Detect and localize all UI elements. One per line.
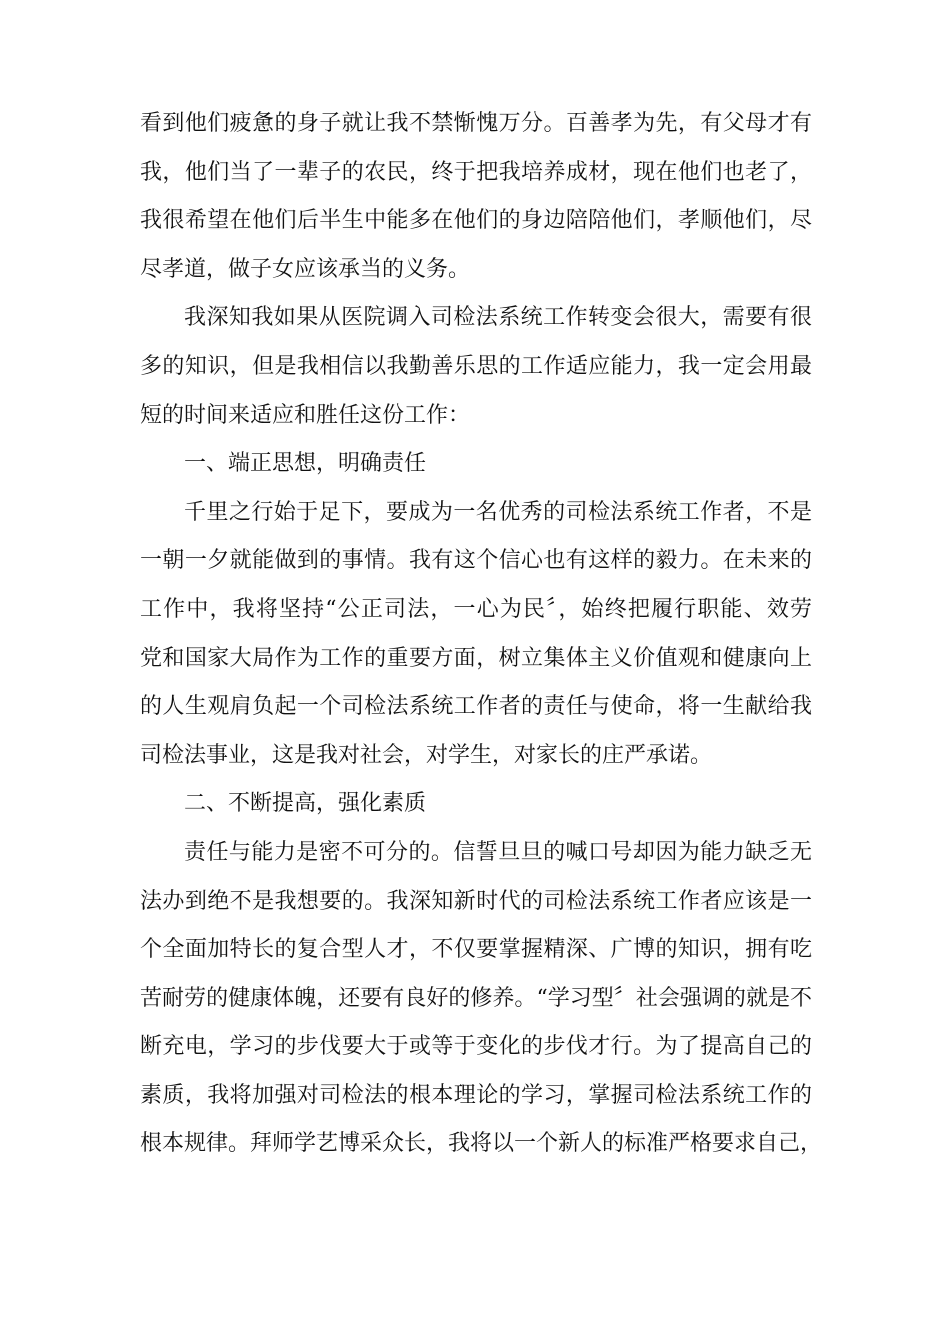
text-line: 一朝一夕就能做到的事情。我有这个信心也有这样的毅力。在未来的: [140, 548, 812, 574]
text-line: 党和国家大局作为工作的重要方面，树立集体主义价值观和健康向上: [140, 645, 812, 671]
text-line: 我很希望在他们后半生中能多在他们的身边陪陪他们，孝顺他们，尽: [140, 208, 812, 234]
text-line: 多的知识，但是我相信以我勤善乐思的工作适应能力，我一定会用最: [140, 353, 812, 379]
text-line: 看到他们疲惫的身子就让我不禁惭愧万分。百善孝为先，有父母才有: [140, 111, 812, 136]
text-line: 素质，我将加强对司检法的根本理论的学习，掌握司检法系统工作的: [140, 1082, 812, 1108]
section-heading: 二、不断提高，强化素质: [184, 791, 427, 817]
body-text: [140, 100, 823, 1169]
text-line: 千里之行始于足下，要成为一名优秀的司检法系统工作者，不是: [184, 499, 812, 525]
text-line: 我，他们当了一辈子的农民，终于把我培养成材，现在他们也老了，: [140, 159, 812, 185]
text-line: 尽孝道，做子女应该承当的义务。: [140, 256, 471, 282]
text-line: 责任与能力是密不可分的。信誓旦旦的喊口号却因为能力缺乏无: [184, 839, 812, 865]
text-line: 苦耐劳的健康体魄，还要有良好的修养。“学习型〞社会强调的就是不: [140, 985, 812, 1011]
text-line: 我深知我如果从医院调入司检法系统工作转变会很大，需要有很: [184, 305, 812, 331]
text-line: 工作中，我将坚持“公正司法，一心为民〞，始终把履行职能、效劳: [140, 596, 812, 622]
section-heading: 一、端正思想，明确责任: [184, 451, 427, 477]
text-line: 断充电，学习的步伐要大于或等于变化的步伐才行。为了提高自己的: [140, 1034, 812, 1060]
text-line: 根本规律。拜师学艺博采众长，我将以一个新人的标准严格要求自己，: [140, 1131, 823, 1157]
text-line: 的人生观肩负起一个司检法系统工作者的责任与使命，将一生献给我: [140, 694, 812, 720]
text-line: 法办到绝不是我想要的。我深知新时代的司检法系统工作者应该是一: [140, 888, 812, 914]
text-line: 短的时间来适应和胜任这份工作：: [140, 402, 471, 428]
text-line: 司检法事业，这是我对社会，对学生，对家长的庄严承诺。: [140, 742, 713, 768]
text-line: 个全面加特长的复合型人才，不仅要掌握精深、广博的知识，拥有吃: [140, 937, 812, 963]
